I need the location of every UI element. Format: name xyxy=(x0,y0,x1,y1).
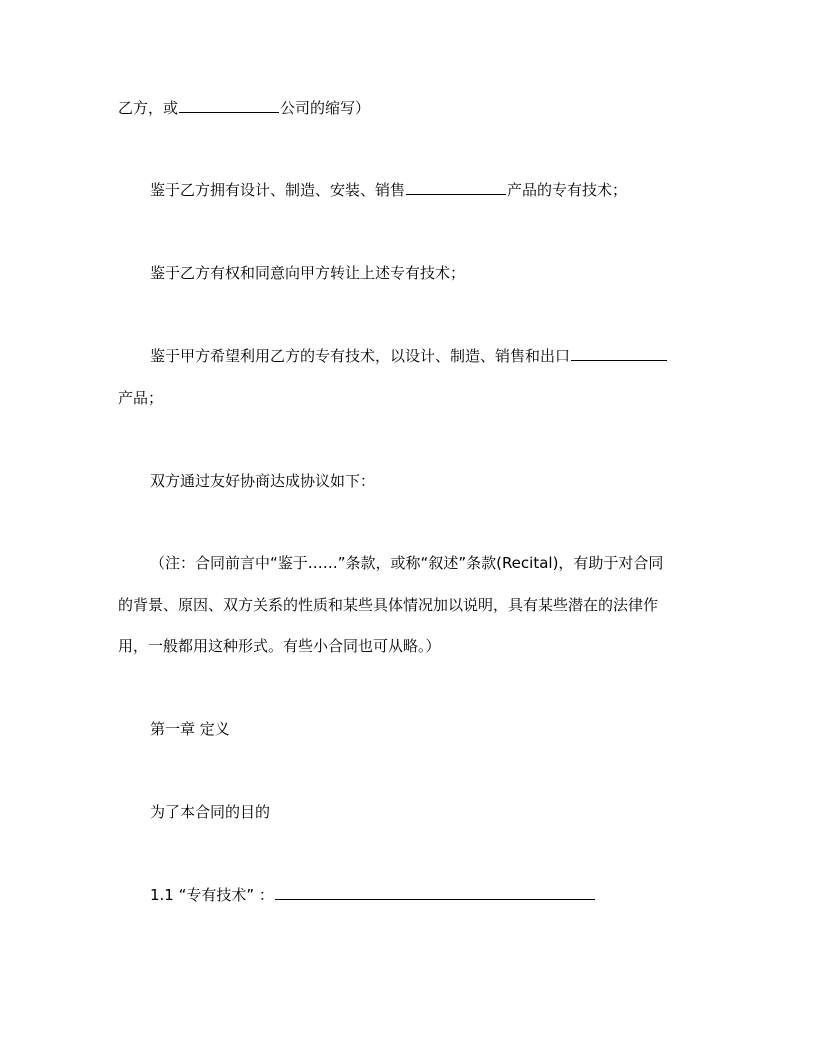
chapter-1-heading-text: 第一章 定义 xyxy=(150,720,230,738)
product-name-blank xyxy=(406,180,506,195)
note-text-line-1: （注：合同前言中“鉴于……”条款，或称“叙述”条款(Recital)，有助于对合同 xyxy=(150,554,664,572)
paragraph-whereas-party-b-owns xyxy=(150,180,627,200)
paragraph-party-b-abbreviation xyxy=(118,98,370,118)
whereas-wishes-text-line2: 产品； xyxy=(118,389,164,407)
note-text-line-3: 用，一般都用这种形式。有些小合同也可从略。） xyxy=(118,637,441,655)
party-b-abbr-text-before: 乙方，或 xyxy=(118,99,179,117)
chapter-1-heading xyxy=(150,719,230,739)
whereas-right-text: 鉴于乙方有权和同意向甲方转让上述专有技术； xyxy=(150,264,466,282)
note-line-2 xyxy=(118,595,658,615)
paragraph-whereas-party-a-wishes-continued xyxy=(118,388,163,408)
clause-1-1-label: 1.1 “专有技术” ： xyxy=(150,886,274,904)
paragraph-whereas-party-b-right xyxy=(150,263,465,283)
purpose-statement xyxy=(150,802,270,822)
company-abbreviation-blank xyxy=(179,98,279,113)
whereas-owns-text-after: 产品的专有技术； xyxy=(507,181,628,199)
note-text-line-2: 的背景、原因、双方关系的性质和某些具体情况加以说明，具有某些潜在的法律作 xyxy=(118,596,659,614)
whereas-owns-text-before: 鉴于乙方拥有设计、制造、安装、销售 xyxy=(150,181,406,199)
note-line-1 xyxy=(150,553,663,573)
paragraph-whereas-party-a-wishes xyxy=(150,346,668,366)
agreement-statement-text: 双方通过友好协商达成协议如下： xyxy=(150,472,376,490)
export-product-blank xyxy=(571,346,667,361)
know-how-definition-blank xyxy=(275,885,595,900)
whereas-wishes-text: 鉴于甲方希望利用乙方的专有技术，以设计、制造、销售和出口 xyxy=(150,347,571,365)
party-b-abbr-text-after: 公司的缩写） xyxy=(280,99,371,117)
purpose-statement-text: 为了本合同的目的 xyxy=(150,803,271,821)
note-line-3 xyxy=(118,636,441,656)
clause-1-1 xyxy=(150,885,596,905)
paragraph-agreement-statement xyxy=(150,471,375,491)
